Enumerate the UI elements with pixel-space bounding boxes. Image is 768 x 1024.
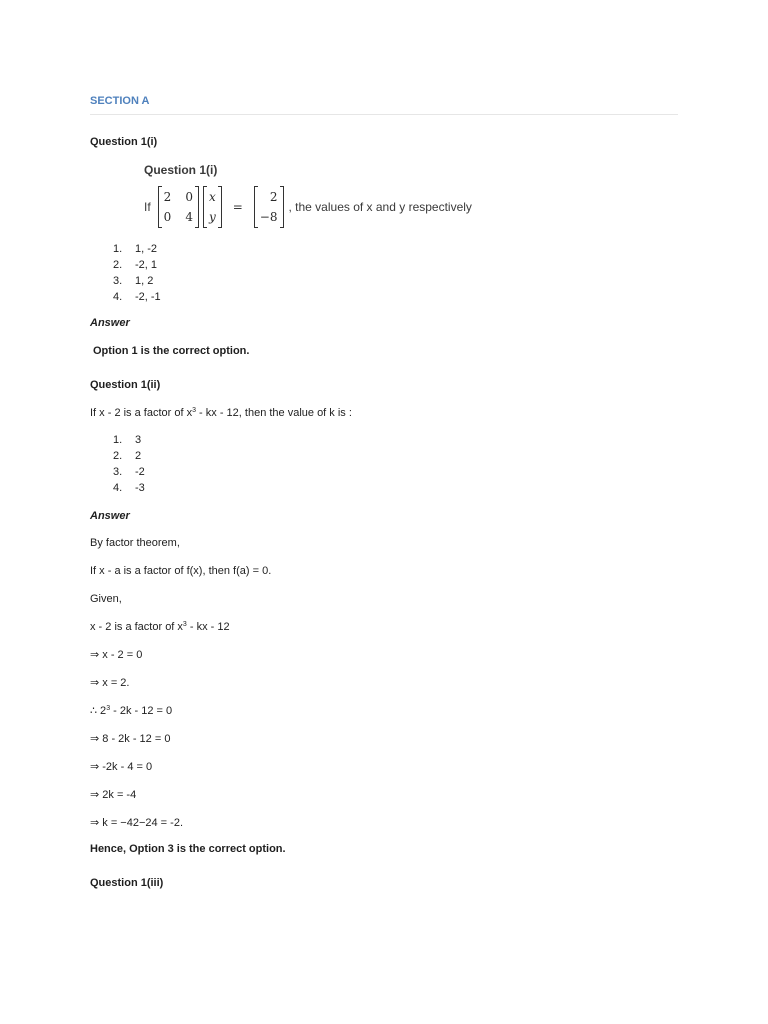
option-text: -2: [135, 466, 145, 478]
option-text: 2: [135, 450, 142, 462]
step-superscript: 3: [182, 621, 187, 628]
stem-superscript: 3: [192, 407, 196, 414]
option-item: [113, 433, 141, 447]
equals-sign: =: [232, 200, 243, 214]
question-figure-heading: Question 1(i): [144, 163, 218, 177]
matrix-a-entry: 0: [185, 190, 193, 204]
vector-x-entry: y: [208, 210, 216, 224]
option-item: [113, 465, 145, 479]
answer-text: Option 1 is the correct option.: [93, 345, 250, 357]
option-text: -3: [135, 482, 145, 494]
stem-text: If x - 2 is a factor of x: [90, 407, 193, 419]
solution-step: ⇒ x = 2.: [90, 677, 130, 689]
solution-step: ⇒ 2k = -4: [90, 789, 137, 801]
option-text: -2, 1: [135, 259, 158, 271]
vector-x-entry: x: [208, 190, 216, 204]
question-figure-equation: [144, 186, 472, 228]
step-text: - 2k - 12 = 0: [110, 705, 173, 717]
question-1ii-heading: Question 1(ii): [90, 379, 161, 391]
option-number: 3.: [113, 275, 123, 287]
answer-label: Answer: [90, 510, 130, 522]
solution-step: By factor theorem,: [90, 537, 180, 549]
step-text: ∴ 2: [90, 705, 107, 717]
option-text: 3: [135, 434, 142, 446]
equation-prefix: If: [144, 200, 151, 214]
solution-step: Given,: [90, 593, 122, 605]
conclusion-text: Hence, Option 3 is the correct option.: [90, 843, 286, 855]
option-text: 1, 2: [135, 275, 154, 287]
step-superscript: 3: [106, 705, 111, 712]
section-divider: [90, 114, 678, 115]
option-item: [113, 290, 161, 304]
solution-step: [90, 620, 230, 634]
matrix-a-entry: 0: [163, 210, 172, 224]
solution-step: ⇒ x - 2 = 0: [90, 649, 143, 661]
option-number: 4.: [113, 482, 123, 494]
solution-step: ⇒ 8 - 2k - 12 = 0: [90, 733, 171, 745]
option-number: 2.: [113, 450, 123, 462]
option-text: 1, -2: [135, 243, 158, 255]
vector-x: [203, 186, 222, 228]
option-item: [113, 258, 157, 272]
solution-step: [90, 704, 172, 718]
solution-step: ⇒ -2k - 4 = 0: [90, 761, 153, 773]
question-1iii-heading: Question 1(iii): [90, 877, 164, 889]
step-text: x - 2 is a factor of x: [90, 621, 183, 633]
option-text: -2, -1: [135, 291, 161, 303]
stem-text: - kx - 12, then the value of k is :: [196, 407, 352, 419]
matrix-a-entry: 4: [185, 210, 193, 224]
solution-step: ⇒ k = −42−24 = -2.: [90, 817, 184, 829]
question-stem: [90, 406, 352, 420]
option-number: 4.: [113, 291, 123, 303]
option-item: [113, 242, 157, 256]
equation-suffix: , the values of x and y respectively: [288, 200, 472, 214]
option-number: 1.: [113, 434, 123, 446]
option-item: [113, 449, 141, 463]
matrix-a-entry: 2: [163, 190, 172, 204]
vector-b: [254, 186, 284, 228]
section-title: SECTION A: [90, 95, 150, 107]
option-number: 1.: [113, 243, 123, 255]
vector-b-entry: −8: [259, 210, 278, 224]
option-number: 2.: [113, 259, 123, 271]
option-item: [113, 481, 145, 495]
answer-label: Answer: [90, 317, 130, 329]
matrix-a: [158, 186, 199, 228]
vector-b-entry: 2: [269, 190, 278, 204]
question-1i-heading: Question 1(i): [90, 136, 158, 148]
option-number: 3.: [113, 466, 123, 478]
solution-step: If x - a is a factor of f(x), then f(a) = 0.: [90, 565, 272, 577]
step-text: - kx - 12: [186, 621, 230, 633]
option-item: [113, 274, 153, 288]
